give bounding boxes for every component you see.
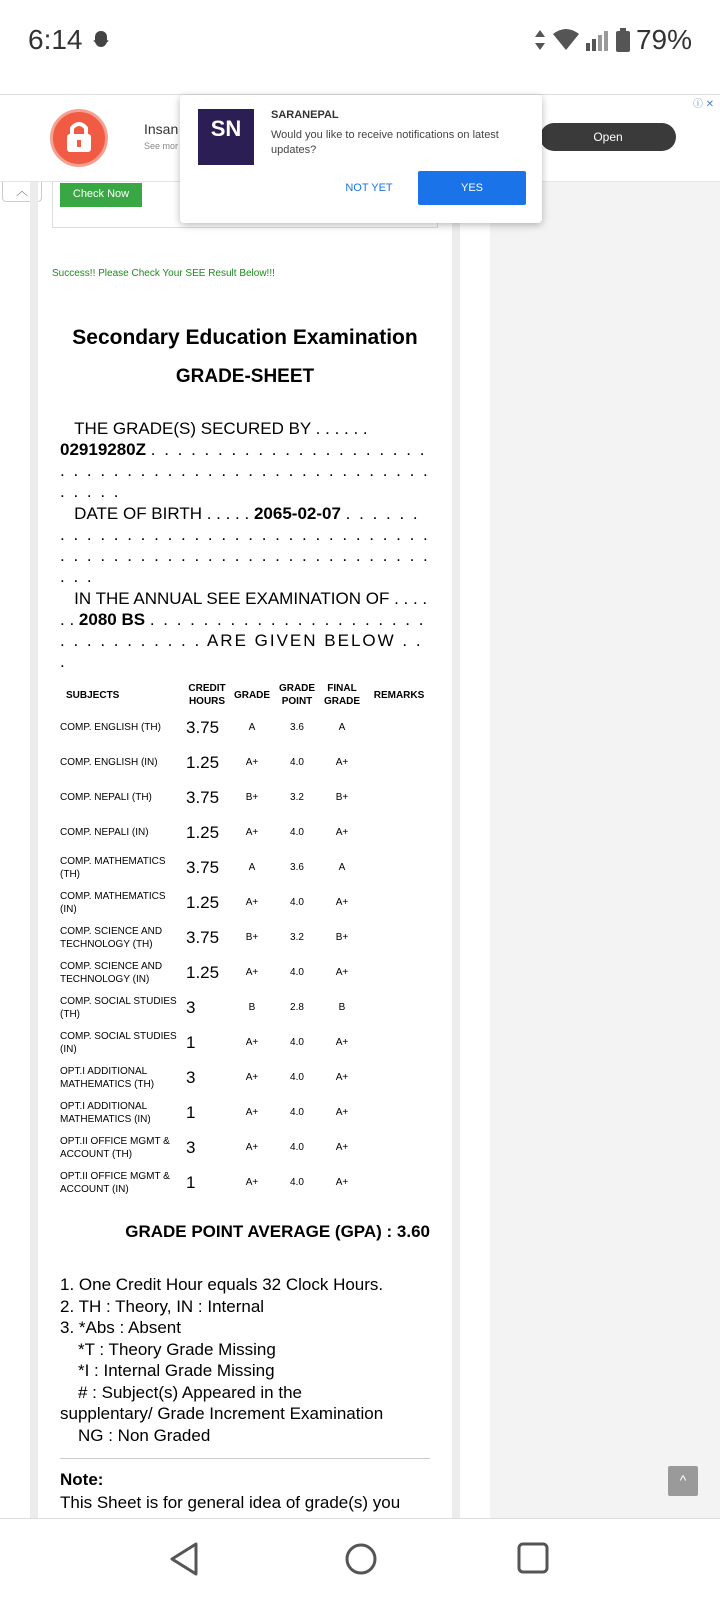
scroll-to-top-button[interactable]	[668, 1466, 698, 1496]
cell-grade: A+	[245, 967, 259, 978]
cell-grade: B+	[245, 932, 259, 943]
popup-message: Would you like to receive notifications on latest updates?	[271, 129, 499, 156]
cell-final-grade: A+	[335, 1107, 349, 1118]
legend-item: *T : Theory Grade Missing	[78, 1339, 276, 1359]
table-row	[58, 1165, 434, 1200]
ad-title: Insan	[144, 121, 179, 137]
cell-credit-hours: 3.75	[186, 858, 220, 877]
cell-grade: A+	[245, 1037, 259, 1048]
divider	[60, 1458, 430, 1459]
cell-remarks	[364, 920, 434, 955]
cell-grade-point: 4.0	[290, 1177, 304, 1188]
success-message: Success!! Please Check Your SEE Result Below!!!	[52, 268, 275, 279]
not-yet-button[interactable]: NOT YET	[345, 182, 393, 194]
col-final-grade: FINAL GRADE	[323, 683, 361, 707]
cell-subject: COMP. MATHEMATICS (IN)	[60, 890, 166, 915]
cell-remarks	[364, 1130, 434, 1165]
cell-subject: COMP. ENGLISH (IN)	[60, 757, 158, 768]
cell-subject: OPT.I ADDITIONAL MATHEMATICS (IN)	[60, 1100, 151, 1125]
cell-credit-hours: 3	[186, 998, 196, 1017]
col-subjects: SUBJECTS	[66, 689, 120, 701]
col-grade-point: GRADE POINT	[278, 683, 316, 707]
table-row	[58, 1130, 434, 1165]
cell-remarks	[364, 850, 434, 885]
secured-by-suffix: . . . . . . . . . . . . . . . . . . . . . . . . . . . . . . . . . . . . . . . . . . . . . . . . . . . . . .	[60, 440, 430, 501]
col-grade: GRADE	[233, 689, 271, 701]
table-row	[58, 1025, 434, 1060]
cell-grade-point: 4.0	[290, 757, 304, 768]
cell-subject: COMP. NEPALI (TH)	[60, 792, 152, 803]
cell-subject: COMP. SCIENCE AND TECHNOLOGY (IN)	[60, 960, 163, 985]
cell-credit-hours: 3.75	[186, 928, 220, 947]
cell-grade-point: 2.8	[290, 1002, 304, 1013]
table-row	[58, 1095, 434, 1130]
cell-credit-hours: 1.25	[186, 753, 220, 772]
cell-grade-point: 3.2	[290, 792, 304, 803]
recents-icon[interactable]	[516, 1541, 550, 1575]
cell-grade-point: 4.0	[290, 827, 304, 838]
cell-credit-hours: 1.25	[186, 963, 220, 982]
cell-subject: OPT.I ADDITIONAL MATHEMATICS (TH)	[60, 1065, 155, 1090]
cell-final-grade: A+	[335, 1177, 349, 1188]
cell-remarks	[364, 1025, 434, 1060]
secured-by-line	[60, 418, 430, 502]
cell-grade-point: 3.6	[290, 722, 304, 733]
legend-item: *I : Internal Grade Missing	[78, 1361, 275, 1380]
back-icon[interactable]	[168, 1541, 200, 1577]
cell-subject: COMP. SCIENCE AND TECHNOLOGY (TH)	[60, 925, 163, 950]
cell-final-grade: A+	[335, 897, 349, 908]
cell-grade: B	[248, 1002, 256, 1013]
cell-grade: A+	[245, 1072, 259, 1083]
cell-remarks	[364, 955, 434, 990]
cell-grade-point: 4.0	[290, 1142, 304, 1153]
chevron-up-icon: ^	[679, 1472, 687, 1488]
cell-remarks	[364, 780, 434, 815]
lock-app-icon[interactable]	[50, 109, 108, 167]
cell-grade-point: 4.0	[290, 897, 304, 908]
table-row	[58, 745, 434, 780]
date-of-birth: 2065-02-07	[253, 504, 341, 523]
cell-grade: B+	[245, 792, 259, 803]
legend-item: # : Subject(s) Appeared in the	[78, 1382, 302, 1402]
note-label: Note:	[60, 1470, 104, 1489]
cell-remarks	[364, 1165, 434, 1200]
table-row	[58, 990, 434, 1025]
cell-final-grade: A+	[335, 1037, 349, 1048]
cell-subject: OPT.II OFFICE MGMT & ACCOUNT (TH)	[60, 1135, 170, 1160]
status-bar	[0, 0, 720, 92]
exam-line	[60, 588, 430, 672]
note-text: This Sheet is for general idea of grade(s) you	[60, 1493, 401, 1512]
col-remarks: REMARKS	[373, 689, 425, 701]
grade-sheet-title: GRADE-SHEET	[175, 366, 315, 387]
status-time: 6:14	[28, 24, 83, 55]
cell-credit-hours: 3	[186, 1068, 196, 1087]
exam-year: 2080 BS	[78, 610, 146, 629]
wifi-icon	[552, 28, 580, 52]
dob-line	[60, 503, 430, 587]
dob-prefix: DATE OF BIRTH . . . . .	[74, 504, 250, 523]
cell-remarks	[364, 990, 434, 1025]
cell-remarks	[364, 710, 434, 745]
cell-final-grade: A	[338, 862, 346, 873]
grade-table	[58, 680, 434, 1200]
chevron-up-icon: ︿	[15, 184, 28, 198]
cell-grade: A+	[245, 897, 259, 908]
cell-credit-hours: 1	[186, 1033, 196, 1052]
cell-credit-hours: 1.25	[186, 893, 220, 912]
cell-remarks	[364, 1095, 434, 1130]
cell-credit-hours: 3	[186, 1138, 196, 1157]
cell-final-grade: B+	[335, 932, 349, 943]
cell-remarks	[364, 1060, 434, 1095]
home-icon[interactable]	[343, 1541, 379, 1577]
page-title: Secondary Education Examination	[72, 326, 418, 349]
check-now-button[interactable]: Check Now	[60, 183, 142, 207]
battery-icon	[616, 28, 630, 52]
table-row	[58, 815, 434, 850]
snapchat-icon	[88, 28, 114, 54]
signal-icon	[586, 29, 610, 51]
cell-grade-point: 4.0	[290, 1072, 304, 1083]
cell-grade: A+	[245, 1142, 259, 1153]
sidebar-area	[490, 182, 720, 1520]
cell-credit-hours: 3.75	[186, 718, 220, 737]
cell-subject: COMP. SOCIAL STUDIES (IN)	[60, 1030, 177, 1055]
popup-title: SARANEPAL	[271, 109, 339, 121]
cell-grade-point: 3.6	[290, 862, 304, 873]
cell-credit-hours: 3.75	[186, 788, 220, 807]
cell-grade-point: 4.0	[290, 1107, 304, 1118]
cell-grade: A+	[245, 827, 259, 838]
exam-prefix: IN THE ANNUAL SEE EXAMINATION OF . . . . . .	[60, 589, 428, 629]
grade-table-body	[58, 710, 434, 1200]
cell-remarks	[364, 745, 434, 780]
legend-item: NG : Non Graded	[78, 1425, 211, 1445]
yes-button[interactable]: YES	[418, 171, 526, 205]
cell-grade-point: 4.0	[290, 1037, 304, 1048]
cell-credit-hours: 1.25	[186, 823, 220, 842]
cell-subject: OPT.II OFFICE MGMT & ACCOUNT (IN)	[60, 1170, 170, 1195]
cell-grade: A+	[245, 757, 259, 768]
symbol-number: 02919280Z	[60, 440, 147, 459]
system-nav-bar	[0, 1518, 720, 1600]
cell-grade-point: 3.2	[290, 932, 304, 943]
legend-item: supplentary/ Grade Increment Examination	[60, 1404, 384, 1423]
table-row	[58, 955, 434, 990]
table-row	[58, 850, 434, 885]
table-row	[58, 780, 434, 815]
cell-final-grade: A+	[335, 757, 349, 768]
cell-subject: COMP. SOCIAL STUDIES (TH)	[60, 995, 177, 1020]
table-row	[58, 920, 434, 955]
cell-credit-hours: 1	[186, 1173, 196, 1192]
cell-final-grade: B+	[335, 792, 349, 803]
table-row	[58, 710, 434, 745]
cell-grade-point: 4.0	[290, 967, 304, 978]
cell-subject: COMP. NEPALI (IN)	[60, 827, 149, 838]
gpa-summary: GRADE POINT AVERAGE (GPA) : 3.60	[125, 1222, 430, 1241]
secured-by-prefix: THE GRADE(S) SECURED BY . . . . . .	[74, 419, 368, 438]
cell-grade: A+	[245, 1177, 259, 1188]
legend-item: 1. One Credit Hour equals 32 Clock Hours.	[60, 1275, 384, 1294]
cell-grade: A	[248, 862, 256, 873]
cell-final-grade: A+	[335, 1142, 349, 1153]
status-icons	[534, 24, 692, 56]
col-credit-hours: CREDIT HOURS	[188, 683, 226, 707]
notification-popup	[180, 95, 542, 223]
legend	[60, 1274, 440, 1446]
cell-final-grade: A+	[335, 827, 349, 838]
battery-percent: 79%	[635, 24, 692, 55]
cell-subject: COMP. MATHEMATICS (TH)	[60, 855, 166, 880]
cell-final-grade: A	[338, 722, 346, 733]
table-row	[58, 885, 434, 920]
saranepal-logo: SN	[198, 109, 254, 165]
table-header-row	[58, 680, 434, 710]
ad-subtitle: See mor	[144, 141, 179, 151]
dob-suffix: . . . . . . . . . . . . . . . . . . . . . . . . . . . . . . . . . . . . . . . . . . . . . . . . . . . . . . . . . . . . . . . . .	[60, 504, 430, 586]
exam-suffix: . . . . . . . . . . . . . . . . . . . . . . . . . . . . . . . . ARE GIVEN BELOW . . .	[60, 610, 426, 671]
cell-subject: COMP. ENGLISH (TH)	[60, 722, 161, 733]
page-gutter-right	[452, 182, 460, 1520]
data-arrows-icon	[534, 28, 546, 52]
legend-item: 3. *Abs : Absent	[60, 1318, 181, 1337]
page-gutter-left	[30, 182, 38, 1520]
legend-item: 2. TH : Theory, IN : Internal	[60, 1296, 265, 1316]
cell-final-grade: A+	[335, 967, 349, 978]
cell-final-grade: A+	[335, 1072, 349, 1083]
cell-remarks	[364, 885, 434, 920]
ad-info-icon[interactable]: ⓘ ✕	[692, 99, 714, 110]
cell-grade: A	[248, 722, 256, 733]
cell-remarks	[364, 815, 434, 850]
table-row	[58, 1060, 434, 1095]
cell-final-grade: B	[338, 1002, 346, 1013]
cell-grade: A+	[245, 1107, 259, 1118]
ad-open-button[interactable]: Open	[540, 123, 676, 151]
cell-credit-hours: 1	[186, 1103, 196, 1122]
